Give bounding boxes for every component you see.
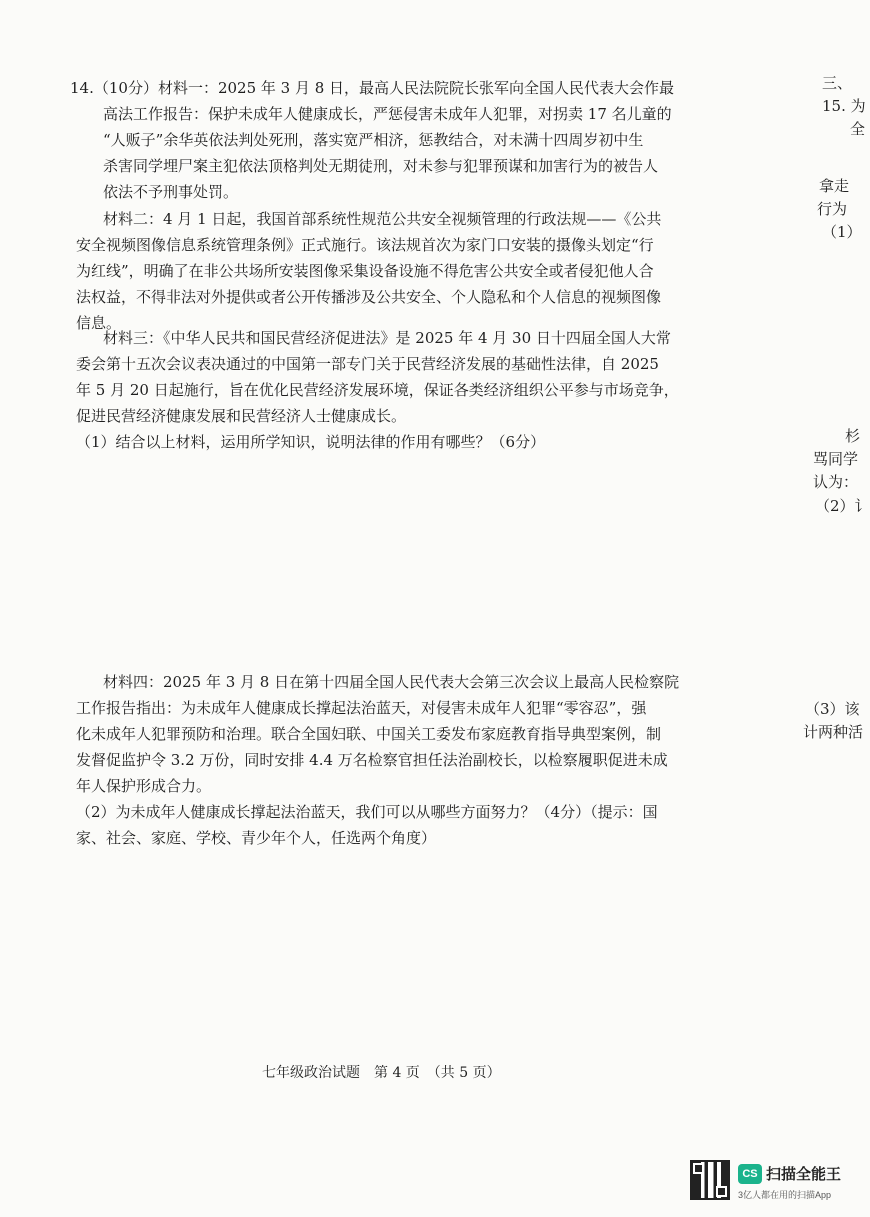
side-fragment-xingwei: 行为 xyxy=(817,200,848,218)
material4-line-1: 材料四：2025 年 3 月 8 日在第十四届全国人民代表大会第三次会议上最高人民检察院 xyxy=(103,673,680,691)
side-fragment-section-3: 三、 xyxy=(822,74,853,92)
material2-line-2: 安全视频图像信息系统管理条例》正式施行。该法规首次为家门口安装的摄像头划定“行 xyxy=(76,236,654,254)
page-footer: 七年级政治试题 第 4 页 （共 5 页） xyxy=(262,1065,501,1081)
material4-line-3: 化未成年人犯罪预防和治理。联合全国妇联、中国关工委发布家庭教育指导典型案例，制 xyxy=(76,725,662,743)
side-fragment-matongxue: 骂同学 xyxy=(813,450,859,468)
q14-line-1: 14.（10分）材料一：2025 年 3 月 8 日，最高人民法院院长张军向全国人民代表大会作最 xyxy=(70,79,675,97)
material2-line-4: 法权益，不得非法对外提供或者公开传播涉及公共安全、个人隐私和个人信息的视频图像 xyxy=(76,288,662,306)
camscanner-brand-name: 扫描全能王 xyxy=(766,1166,842,1183)
camscanner-logo-icon: CS xyxy=(738,1164,762,1184)
q14-line-2: 高法工作报告：保护未成年人健康成长，严惩侵害未成年人犯罪，对拐卖 17 名儿童的 xyxy=(103,105,672,123)
material3-line-1: 材料三：《中华人民共和国民营经济促进法》是 2025 年 4 月 30 日十四届全国人大常 xyxy=(103,329,671,347)
question-1: （1）结合以上材料，运用所学知识，说明法律的作用有哪些？（6分） xyxy=(76,433,546,451)
q14-line-4: 杀害同学埋尸案主犯依法顶格判处无期徒刑，对未参与犯罪预谋和加害行为的被告人 xyxy=(103,157,659,175)
side-fragment-quan: 全 xyxy=(850,120,866,138)
question-2-line-1: （2）为未成年人健康成长撑起法治蓝天，我们可以从哪些方面努力？（4分）（提示：国 xyxy=(76,803,658,821)
material2-line-3: 为红线”，明确了在非公共场所安装图像采集设备设施不得危害公共安全或者侵犯他人合 xyxy=(76,262,654,280)
material2-line-5: 信息。 xyxy=(76,314,122,332)
side-fragment-renwei: 认为： xyxy=(813,473,859,491)
side-fragment-liangzhong: 计两种活 xyxy=(803,723,864,741)
material2-line-1: 材料二：4 月 1 日起，我国首部系统性规范公共安全视频管理的行政法规——《公共 xyxy=(103,210,662,228)
material4-line-5: 年人保护形成合力。 xyxy=(76,777,212,795)
material3-line-3: 年 5 月 20 日起施行，旨在优化民营经济发展环境，保证各类经济组织公平参与市场竞争， xyxy=(76,381,679,399)
material4-line-2: 工作报告指出：为未成年人健康成长撑起法治蓝天，对侵害未成年人犯罪“零容忍”，强 xyxy=(76,699,647,717)
side-fragment-sub3: （3）该 xyxy=(805,700,860,718)
material3-line-2: 委会第十五次会议表决通过的中国第一部专门关于民营经济发展的基础性法律，自 2025 xyxy=(76,355,659,373)
side-fragment-nazou: 拿走 xyxy=(819,177,850,195)
material3-line-4: 促进民营经济健康发展和民营经济人士健康成长。 xyxy=(76,407,407,425)
side-fragment-sub2: （2）讠 xyxy=(815,497,870,515)
camscanner-tagline: 3亿人都在用的扫描App xyxy=(738,1190,832,1200)
question-2-line-2: 家、社会、家庭、学校、青少年个人，任选两个角度） xyxy=(76,829,437,847)
qr-code-icon xyxy=(690,1160,730,1200)
side-fragment-shan: 杉 xyxy=(845,427,861,445)
side-fragment-q15: 15. 为 xyxy=(822,97,866,115)
material4-line-4: 发督促监护令 3.2 万份，同时安排 4.4 万名检察官担任法治副校长，以检察履职促进未成 xyxy=(76,751,668,769)
q14-line-5: 依法不予刑事处罚。 xyxy=(103,183,239,201)
q14-line-3: “人贩子”余华英依法判处死刑，落实宽严相济，惩教结合，对未满十四周岁初中生 xyxy=(103,131,644,149)
side-fragment-sub1: （1） xyxy=(822,223,862,241)
